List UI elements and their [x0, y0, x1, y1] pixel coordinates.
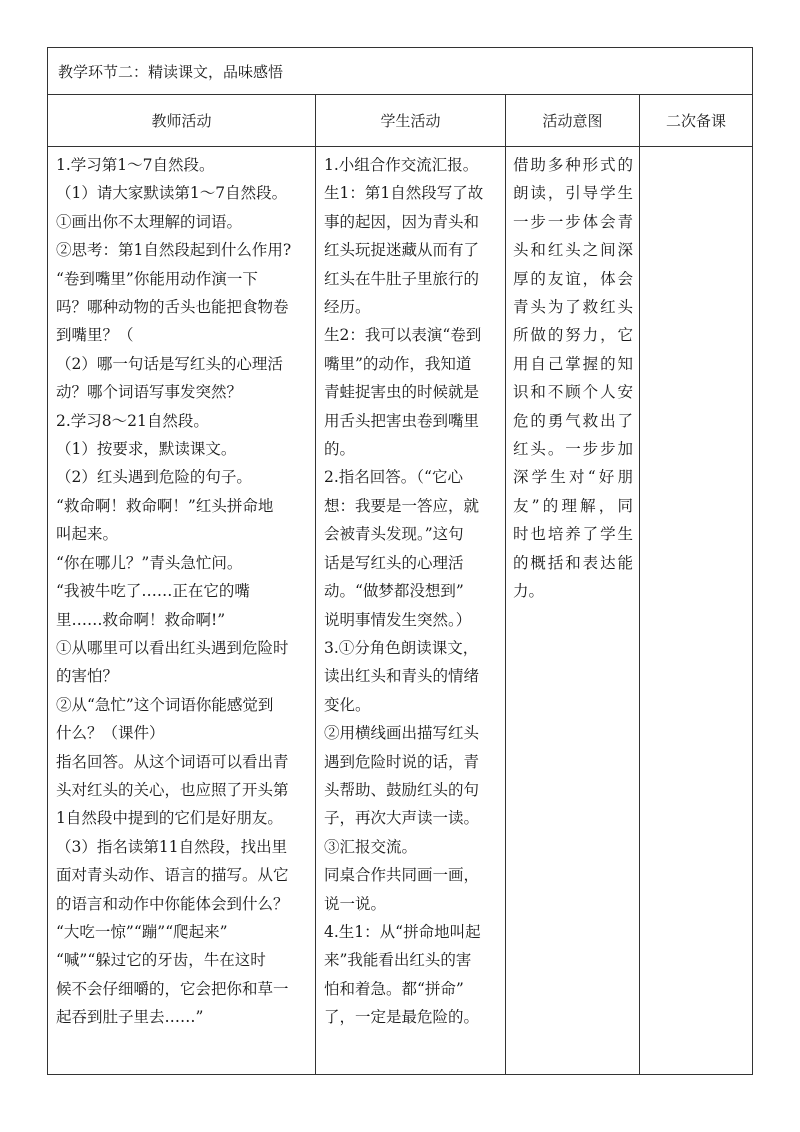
teacher-activity-line: “我被牛吃了……正在它的嘴	[56, 582, 250, 601]
student-activity-line: 说明事情发生突然。）	[324, 610, 472, 629]
student-activity-line: 同桌合作共同画一画，	[324, 866, 480, 885]
teacher-activity-line: （2）哪一句话是写红头的心理活	[56, 354, 283, 373]
activity-intent-line: 识和不顾个人安	[513, 383, 633, 402]
teacher-activity-line: ①画出你不太理解的词语。	[56, 212, 243, 231]
student-activity-line: 话是写红头的心理活	[324, 553, 464, 572]
header-secondary-prep: 二次备课	[640, 95, 753, 147]
teacher-activity-line: ①从哪里可以看出红头遇到危险时	[56, 638, 289, 657]
student-activity-line: 子，再次大声读一读。	[324, 809, 480, 828]
activity-intent-cell	[506, 147, 640, 1075]
student-activity-line: 2.指名回答。（“它心	[324, 468, 463, 487]
teacher-activity-line: （2）红头遇到危险的句子。	[56, 468, 252, 487]
student-activity-line: 来”我能看出红头的害	[324, 951, 472, 970]
teacher-activity-line: 动？哪个词语写事发突然？	[56, 383, 243, 402]
teacher-activity-line: 里……救命啊！救命啊!”	[56, 610, 226, 629]
teacher-activity-line: 头对红头的关心，也应照了开头第	[56, 780, 289, 799]
student-activity-line: 嘴里”的动作，我知道	[324, 354, 472, 373]
teacher-activity-line: “救命啊！救命啊！”红头拼命地	[56, 496, 274, 515]
teacher-activity-line: 什么？（课件）	[56, 724, 165, 743]
lesson-plan-table	[47, 47, 753, 1075]
activity-intent-line: 头和红头之间深	[513, 241, 633, 260]
teacher-activity-line: 到嘴里？（	[56, 326, 134, 345]
teacher-activity-line: 2.学习8～21自然段。	[56, 411, 209, 430]
activity-intent-line: 深学生对“好朋	[513, 468, 633, 487]
teacher-activity-line: （1）请大家默读第1～7自然段。	[56, 184, 288, 203]
student-activity-line: 3.①分角色朗读课文，	[324, 638, 479, 657]
student-activity-cell	[316, 147, 506, 1075]
header-teacher-activity: 教师活动	[48, 95, 316, 147]
activity-intent-line: 朗读，引导学生	[513, 184, 633, 203]
activity-intent-line: 借助多种形式的	[513, 156, 633, 174]
student-activity-line: 用舌头把害虫卷到嘴里	[324, 411, 480, 430]
student-activity-line: 4.生1：从“拼命地叫起	[324, 922, 481, 941]
activity-intent-line: 红头。一步步加	[513, 440, 633, 459]
teacher-activity-cell	[48, 147, 316, 1075]
student-activity-line: 事的起因，因为青头和	[324, 212, 480, 231]
teacher-activity-line: 候不会仔细嚼的，它会把你和草一	[56, 979, 289, 998]
student-activity-line: 青蛙捉害虫的时候就是	[324, 383, 480, 402]
teacher-activity-line: 叫起来。	[56, 525, 119, 544]
activity-intent-line: 一步一步体会青	[513, 212, 633, 231]
section-title: 教学环节二：精读课文，品味感悟	[48, 48, 753, 95]
student-activity-line: 会被青头发现。”这句	[324, 525, 464, 544]
teacher-activity-line: ②从“急忙”这个词语你能感觉到	[56, 695, 274, 714]
student-activity-line: ②用横线画出描写红头	[324, 724, 480, 743]
activity-intent-line: 用自己掌握的知	[513, 354, 633, 373]
activity-intent-line: 的概括和表达能	[513, 553, 633, 572]
header-activity-intent: 活动意图	[506, 95, 640, 147]
activity-intent-line: 危的勇气救出了	[513, 411, 633, 430]
teacher-activity-line: 1自然段中提到的它们是好朋友。	[56, 809, 283, 828]
student-activity-line: 红头在牛肚子里旅行的	[324, 269, 480, 288]
activity-intent-text	[506, 147, 639, 606]
student-activity-line: 1.小组合作交流汇报。	[324, 156, 479, 174]
student-activity-line: 变化。	[324, 695, 371, 714]
activity-intent-line: 力。	[513, 582, 545, 601]
teacher-activity-line: 吗？哪种动物的舌头也能把食物卷	[56, 298, 289, 317]
student-activity-line: 了，一定是最危险的。	[324, 1008, 480, 1027]
student-activity-line: 经历。	[324, 298, 371, 317]
student-activity-line: 说一说。	[324, 894, 387, 913]
activity-intent-line: 时也培养了学生	[513, 525, 633, 544]
secondary-prep-text	[640, 147, 752, 151]
teacher-activity-line: ②思考：第1自然段起到什么作用?	[56, 241, 292, 260]
student-activity-line: 遇到危险时说的话，青	[324, 752, 480, 771]
header-student-activity: 学生活动	[316, 95, 506, 147]
student-activity-line: 动。“做梦都没想到”	[324, 582, 464, 601]
teacher-activity-line: （1）按要求，默读课文。	[56, 440, 237, 459]
activity-intent-line: 所做的努力，它	[513, 326, 633, 345]
activity-intent-line: 青头为了救红头	[513, 298, 633, 317]
teacher-activity-line: 的害怕？	[56, 667, 119, 686]
student-activity-text	[316, 147, 505, 1032]
teacher-activity-line: 的语言和动作中你能体会到什么？	[56, 894, 289, 913]
teacher-activity-line: 指名回答。从这个词语可以看出青	[56, 752, 289, 771]
student-activity-line: 怕和着急。都“拼命”	[324, 979, 464, 998]
student-activity-line: 的。	[324, 440, 356, 459]
teacher-activity-line: “大吃一惊”“蹦”“爬起来”	[56, 922, 228, 941]
student-activity-line: 想：我要是一答应，就	[324, 496, 480, 515]
secondary-prep-cell	[640, 147, 753, 1075]
teacher-activity-text	[48, 147, 315, 1032]
student-activity-line: 读出红头和青头的情绪	[324, 667, 480, 686]
student-activity-line: 头帮助、鼓励红头的句	[324, 780, 480, 799]
teacher-activity-line: （3）指名读第11自然段，找出里	[56, 837, 288, 856]
student-activity-line: 生1：第1自然段写了故	[324, 184, 484, 203]
teacher-activity-line: 面对青头动作、语言的描写。从它	[56, 866, 289, 885]
student-activity-line: 生2：我可以表演“卷到	[324, 326, 482, 345]
teacher-activity-line: “喊”“躲过它的牙齿，牛在这时	[56, 951, 266, 970]
student-activity-line: ③汇报交流。	[324, 837, 418, 856]
activity-intent-line: 厚的友谊，体会	[513, 269, 633, 288]
activity-intent-line: 友”的理解，同	[513, 496, 633, 515]
teacher-activity-line: “你在哪儿？”青头急忙问。	[56, 553, 243, 572]
teacher-activity-line: “卷到嘴里”你能用动作演一下	[56, 269, 258, 288]
teacher-activity-line: 1.学习第1～7自然段。	[56, 156, 215, 174]
student-activity-line: 红头玩捉迷藏从而有了	[324, 241, 480, 260]
teacher-activity-line: 起吞到肚子里去……”	[56, 1008, 204, 1027]
